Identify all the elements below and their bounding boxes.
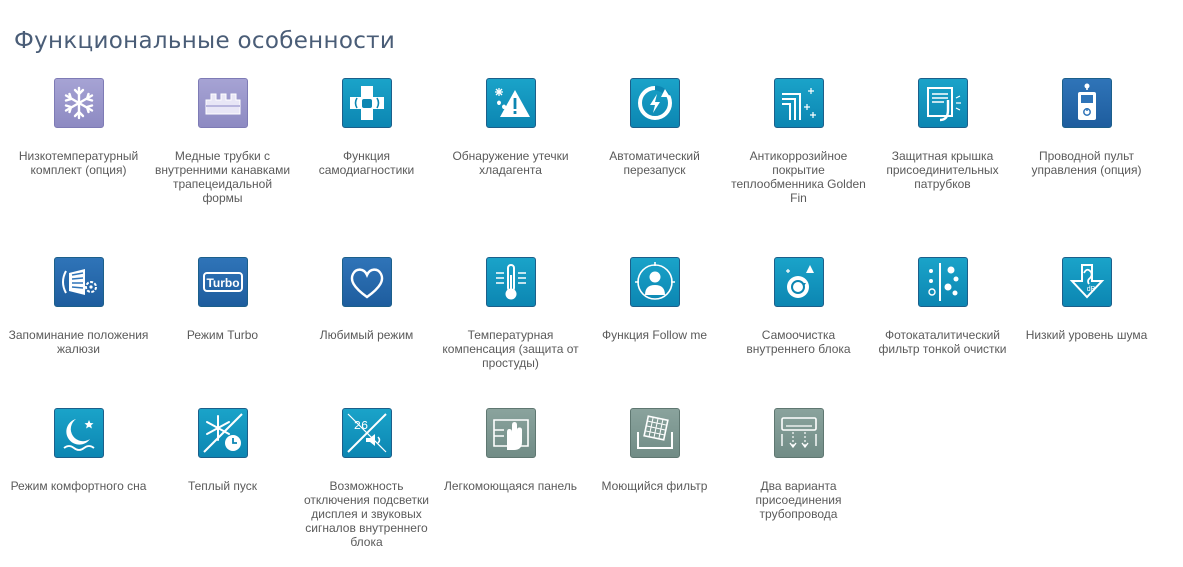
- thermometer-icon: [486, 257, 536, 307]
- feature-display-off: [294, 408, 439, 549]
- feature-label: Автоматический перезапуск: [609, 149, 700, 177]
- warm-start-icon: [198, 408, 248, 458]
- feature-label: Моющийся фильтр: [601, 479, 708, 493]
- copper-tubes-icon: [198, 78, 248, 128]
- feature-self-cleaning: [726, 257, 871, 356]
- feature-label: Фотокаталитический фильтр тонкой очистки: [878, 328, 1007, 356]
- feature-label: Возможность отключения подсветки дисплея и звуковых сигналов внутреннего блока: [304, 479, 429, 549]
- auto-restart-icon: [630, 78, 680, 128]
- low-noise-badge-text: dB: [1086, 286, 1095, 293]
- snowflake-icon: [54, 78, 104, 128]
- feature-label: Самоочистка внутреннего блока: [746, 328, 851, 356]
- feature-photocatalytic-filter: [870, 257, 1015, 356]
- feature-low-noise: [1014, 257, 1159, 342]
- feature-favorite-mode: [294, 257, 439, 342]
- feature-low-temp-kit: [6, 78, 151, 177]
- dual-piping-icon: [774, 408, 824, 458]
- display-badge-text: 26: [353, 419, 368, 433]
- feature-label: Температурная компенсация (защита от простуды): [442, 328, 579, 370]
- feature-label: Режим Turbo: [186, 328, 259, 342]
- low-noise-icon: [1062, 257, 1112, 307]
- refrigerant-leak-icon: [486, 78, 536, 128]
- turbo-icon: [198, 257, 248, 307]
- feature-warm-start: [150, 408, 295, 493]
- feature-label: Легкомоющаяся панель: [443, 479, 578, 493]
- feature-pipe-cover: [870, 78, 1015, 191]
- feature-label: Медные трубки с внутренними канавками трапецеидальной формы: [154, 149, 291, 205]
- self-diagnosis-icon: [342, 78, 392, 128]
- feature-removable-panel: [438, 408, 583, 493]
- feature-self-diagnosis: [294, 78, 439, 177]
- feature-label: Низкий уровень шума: [1025, 328, 1148, 342]
- feature-label: Обнаружение утечки хладагента: [452, 149, 569, 177]
- self-clean-icon: [774, 257, 824, 307]
- feature-washable-filter: [582, 408, 727, 493]
- feature-label: Антикоррозийное покрытие теплообменника Golden Fin: [731, 149, 866, 205]
- feature-sleep-mode: [6, 408, 151, 493]
- feature-label: Запоминание положения жалюзи: [8, 328, 149, 356]
- feature-refrigerant-leak: [438, 78, 583, 177]
- feature-label: Любимый режим: [319, 328, 414, 342]
- turbo-badge-text: Turbo: [205, 276, 240, 290]
- feature-turbo: [150, 257, 295, 342]
- louver-memory-icon: [54, 257, 104, 307]
- feature-temp-compensation: [438, 257, 583, 370]
- feature-label: Два варианта присоединения трубопровода: [755, 479, 842, 521]
- sleep-mode-icon: [54, 408, 104, 458]
- heart-icon: [342, 257, 392, 307]
- golden-fin-icon: [774, 78, 824, 128]
- page-title: Функциональные особенности: [14, 28, 396, 54]
- feature-label: Функция Follow me: [601, 328, 708, 342]
- display-off-icon: [342, 408, 392, 458]
- photocatalytic-filter-icon: [918, 257, 968, 307]
- feature-follow-me: [582, 257, 727, 342]
- washable-filter-icon: [630, 408, 680, 458]
- feature-louver-memory: [6, 257, 151, 356]
- feature-auto-restart: [582, 78, 727, 177]
- feature-golden-fin: [726, 78, 871, 205]
- feature-label: Проводной пульт управления (опция): [1031, 149, 1142, 177]
- feature-wired-remote: [1014, 78, 1159, 177]
- feature-label: Функция самодиагностики: [318, 149, 415, 177]
- pipe-cover-icon: [918, 78, 968, 128]
- removable-panel-icon: [486, 408, 536, 458]
- wired-remote-icon: [1062, 78, 1112, 128]
- feature-label: Низкотемпературный комплект (опция): [18, 149, 139, 177]
- feature-label: Режим комфортного сна: [10, 479, 147, 493]
- feature-label: Защитная крышка присоединительных патрубков: [886, 149, 999, 191]
- feature-copper-tubes: [150, 78, 295, 205]
- feature-dual-piping: [726, 408, 871, 521]
- feature-label: Теплый пуск: [187, 479, 258, 493]
- follow-me-icon: [630, 257, 680, 307]
